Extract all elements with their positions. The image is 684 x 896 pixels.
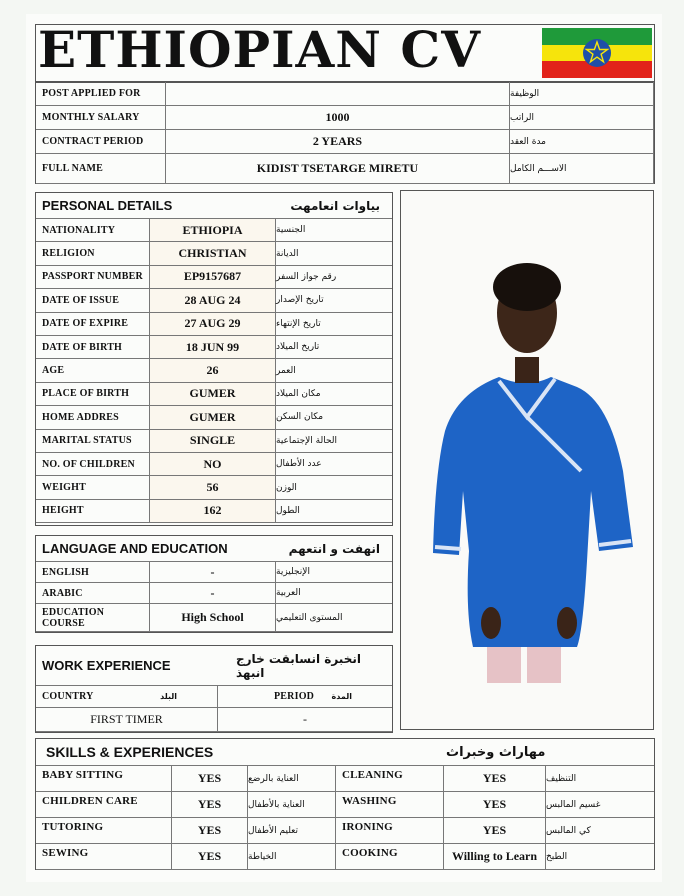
personal-arabic: تاريخ الإصدار (276, 289, 392, 312)
skill-label: TUTORING (36, 818, 172, 844)
skills-title: SKILLS & EXPERIENCES (36, 739, 336, 766)
country-header (36, 686, 218, 708)
language-label: ARABIC (36, 583, 150, 604)
header-value (166, 82, 510, 106)
personal-arabic: الجنسية (276, 219, 392, 242)
header-arabic: الراتب (510, 106, 654, 130)
language-value: High School (150, 604, 276, 632)
skill-label: COOKING (336, 844, 444, 870)
personal-title-ar: بياوات انعامهت (236, 193, 392, 219)
skill-value: Willing to Learn (444, 844, 546, 870)
skill-label: IRONING (336, 818, 444, 844)
language-title: LANGUAGE AND EDUCATION (36, 536, 256, 562)
country-label-ar: البلد (160, 692, 177, 701)
personal-arabic: رقم جواز السفر (276, 266, 392, 289)
personal-value: 56 (150, 476, 276, 499)
period-value: - (218, 708, 392, 732)
personal-label: HOME ADDRES (36, 406, 150, 429)
header-label: CONTRACT PERIOD (36, 130, 166, 154)
personal-value: CHRISTIAN (150, 242, 276, 265)
page-title: ETHIOPIAN CV (38, 20, 481, 79)
personal-label: WEIGHT (36, 476, 150, 499)
header-value: 2 YEARS (166, 130, 510, 154)
header-arabic: الاســـم الكامل (510, 154, 654, 184)
language-arabic: العربية (276, 583, 392, 604)
personal-arabic: تاريخ الإنتهاء (276, 313, 392, 336)
personal-value: 18 JUN 99 (150, 336, 276, 359)
personal-arabic: الطول (276, 500, 392, 523)
header-label: FULL NAME (36, 154, 166, 184)
period-label: PERIOD (274, 691, 315, 702)
skill-label: CLEANING (336, 766, 444, 792)
personal-arabic: الوزن (276, 476, 392, 499)
personal-label: DATE OF BIRTH (36, 336, 150, 359)
skill-arabic: غسيم المالبس (546, 792, 654, 818)
candidate-photo (400, 190, 654, 730)
personal-arabic: الديانة (276, 242, 392, 265)
personal-value: 162 (150, 500, 276, 523)
skill-value: YES (172, 792, 248, 818)
skill-label: CHILDREN CARE (36, 792, 172, 818)
personal-value: SINGLE (150, 430, 276, 453)
skill-value: YES (172, 844, 248, 870)
language-arabic: المستوى التعليمي (276, 604, 392, 632)
personal-value: 27 AUG 29 (150, 313, 276, 336)
skill-arabic: كي المالبس (546, 818, 654, 844)
language-title-ar: انهفت و انتعهم (256, 536, 392, 562)
personal-value: GUMER (150, 406, 276, 429)
skills-title-ar: مهاراث وخبراث (336, 739, 654, 766)
skill-arabic: التنظيف (546, 766, 654, 792)
country-label: COUNTRY (42, 691, 94, 702)
personal-value: NO (150, 453, 276, 476)
personal-label: NO. OF CHILDREN (36, 453, 150, 476)
skill-value: YES (444, 766, 546, 792)
country-value: FIRST TIMER (36, 708, 218, 732)
skill-arabic: الطبخ (546, 844, 654, 870)
personal-label: PLACE OF BIRTH (36, 383, 150, 406)
personal-value: 28 AUG 24 (150, 289, 276, 312)
personal-title: PERSONAL DETAILS (36, 193, 236, 219)
personal-arabic: مكان السكن (276, 406, 392, 429)
skill-label: SEWING (36, 844, 172, 870)
skill-label: WASHING (336, 792, 444, 818)
person-photo-icon (401, 191, 653, 729)
personal-label: NATIONALITY (36, 219, 150, 242)
personal-label: DATE OF EXPIRE (36, 313, 150, 336)
personal-label: AGE (36, 359, 150, 382)
period-label-ar: المدة (331, 692, 352, 701)
personal-value: GUMER (150, 383, 276, 406)
header-label: POST APPLIED FOR (36, 82, 166, 106)
skill-label: BABY SITTING (36, 766, 172, 792)
language-label: EDUCATION COURSE (36, 604, 150, 632)
personal-label: HEIGHT (36, 500, 150, 523)
skill-value: YES (172, 766, 248, 792)
work-title: WORK EXPERIENCE (36, 646, 236, 686)
personal-value: ETHIOPIA (150, 219, 276, 242)
period-header (218, 686, 392, 708)
personal-label: RELIGION (36, 242, 150, 265)
personal-label: PASSPORT NUMBER (36, 266, 150, 289)
language-arabic: الإنجليزية (276, 562, 392, 583)
skill-arabic: تعليم الأطفال (248, 818, 336, 844)
personal-arabic: الحالة الإجتماعية (276, 430, 392, 453)
personal-arabic: عدد الأطفال (276, 453, 392, 476)
personal-value: 26 (150, 359, 276, 382)
header-value: 1000 (166, 106, 510, 130)
skill-arabic: العناية بالرضع (248, 766, 336, 792)
skill-value: YES (444, 792, 546, 818)
personal-label: MARITAL STATUS (36, 430, 150, 453)
work-title-ar: انخبرة انسابقت خارج انبهذ (236, 646, 392, 686)
language-label: ENGLISH (36, 562, 150, 583)
personal-arabic: العمر (276, 359, 392, 382)
personal-arabic: تاريخ الميلاد (276, 336, 392, 359)
personal-arabic: مكان الميلاد (276, 383, 392, 406)
header-arabic: مدة العقد (510, 130, 654, 154)
skill-arabic: العناية بالأطفال (248, 792, 336, 818)
header-value: KIDIST TSETARGE MIRETU (166, 154, 510, 184)
header-arabic: الوظيفة (510, 82, 654, 106)
language-value: - (150, 583, 276, 604)
skill-value: YES (172, 818, 248, 844)
personal-value: EP9157687 (150, 266, 276, 289)
skill-arabic: الخياطة (248, 844, 336, 870)
personal-label: DATE OF ISSUE (36, 289, 150, 312)
language-value: - (150, 562, 276, 583)
ethiopia-flag-icon (542, 28, 652, 78)
skill-value: YES (444, 818, 546, 844)
header-label: MONTHLY SALARY (36, 106, 166, 130)
